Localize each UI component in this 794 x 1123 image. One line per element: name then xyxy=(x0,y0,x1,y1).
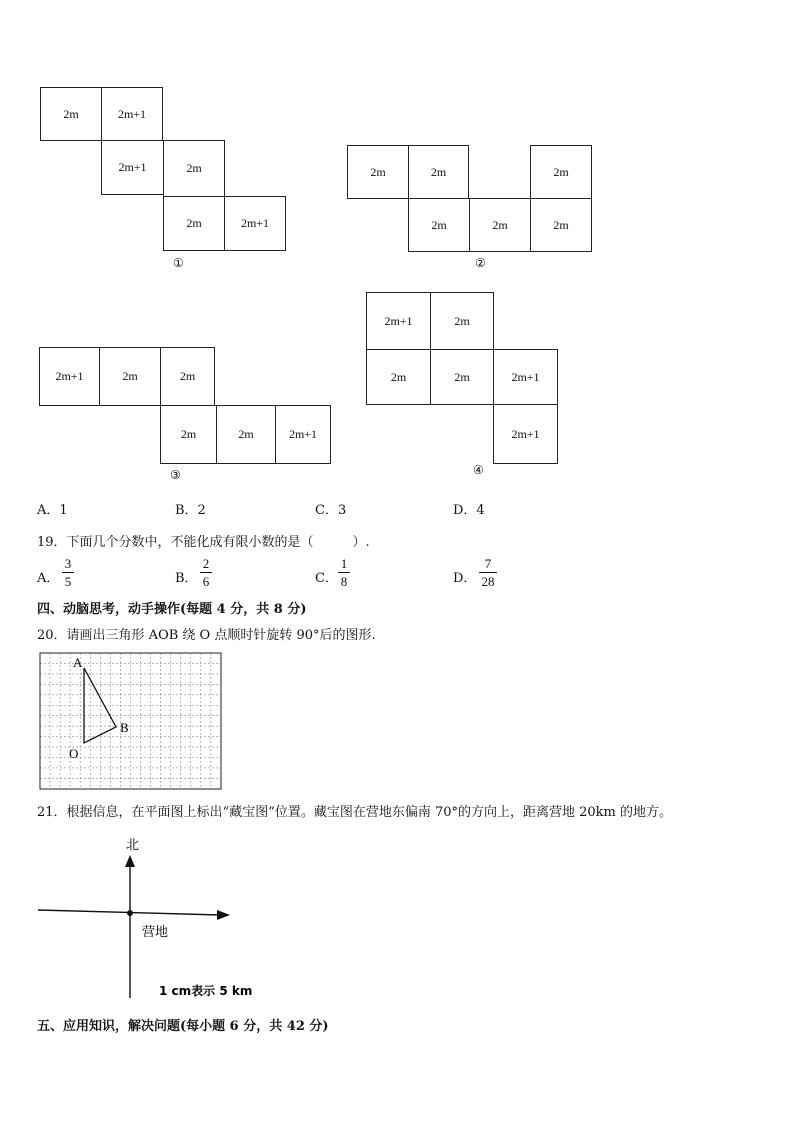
north-arrow-icon xyxy=(125,855,135,867)
net-cell: 2m xyxy=(530,145,592,199)
east-arrow-icon xyxy=(217,910,230,920)
numerator: 1 xyxy=(340,556,348,571)
q18-option-b[interactable]: B．2 xyxy=(175,503,206,518)
grid-lines xyxy=(40,653,221,789)
fraction xyxy=(200,556,212,589)
net-cell: 2m xyxy=(347,145,409,199)
numerator: 7 xyxy=(484,556,492,571)
net-cell: 2m+1 xyxy=(275,405,331,464)
net-cell: 2m+1 xyxy=(101,140,164,195)
q20-stem: 20．请画出三角形 AOB 绕 O 点顺时针旋转 90°后的图形. xyxy=(37,628,376,643)
net-cell: 2m xyxy=(366,349,431,405)
rotation-grid-figure[interactable] xyxy=(39,651,223,791)
q18-option-c[interactable]: C．3 xyxy=(315,503,347,518)
net-cell: 2m+1 xyxy=(224,196,286,251)
net-cell: 2m+1 xyxy=(493,349,558,405)
denominator: 28 xyxy=(481,574,495,589)
point-a-label: A xyxy=(73,655,83,670)
q21-stem: 21．根据信息，在平面图上标出“藏宝图”位置。藏宝图在营地东偏南 70°的方向上，距离营地 20km 的地方。 xyxy=(37,805,673,820)
numerator: 2 xyxy=(202,556,210,571)
figure-label: ④ xyxy=(473,463,484,477)
net-cell: 2m xyxy=(408,198,470,252)
figure-label: ② xyxy=(475,256,486,270)
net-cell: 2m xyxy=(163,196,225,251)
net-cell: 2m xyxy=(99,347,161,406)
q19-stem: 19．下面几个分数中，不能化成有限小数的是（ ）. xyxy=(37,535,370,550)
net-cell: 2m+1 xyxy=(39,347,100,406)
fraction xyxy=(479,556,497,589)
net-cell: 2m xyxy=(430,349,494,405)
net-cell: 2m xyxy=(469,198,531,252)
point-b-label: B xyxy=(120,720,129,735)
fraction xyxy=(62,556,74,589)
fraction xyxy=(338,556,350,589)
net-cell: 2m xyxy=(160,347,215,406)
figure-label: ① xyxy=(173,256,184,270)
denominator: 8 xyxy=(340,574,348,589)
figure-label: ③ xyxy=(170,468,181,482)
section-4-title: 四、动脑思考，动手操作(每题 4 分，共 8 分) xyxy=(37,602,307,617)
north-label: 北 xyxy=(126,838,140,853)
net-cell: 2m xyxy=(163,140,225,197)
option-prefix: D． xyxy=(453,571,477,586)
net-cell: 2m xyxy=(408,145,469,199)
denominator: 6 xyxy=(202,574,210,589)
q18-option-d[interactable]: D．4 xyxy=(453,503,485,518)
section-5-title: 五、应用知识，解决问题(每小题 6 分，共 42 分) xyxy=(37,1019,329,1034)
compass-map[interactable] xyxy=(35,833,255,1003)
net-cell: 2m xyxy=(40,87,102,141)
option-prefix: B． xyxy=(175,571,198,586)
denominator: 5 xyxy=(64,574,72,589)
net-cell: 2m xyxy=(530,198,592,252)
net-cell: 2m xyxy=(160,405,217,464)
q18-option-a[interactable]: A．1 xyxy=(37,503,68,518)
net-cell: 2m+1 xyxy=(101,87,163,141)
point-o-label: O xyxy=(69,746,79,761)
net-cell: 2m+1 xyxy=(366,292,431,350)
numerator: 3 xyxy=(64,556,72,571)
camp-label: 营地 xyxy=(142,925,169,940)
net-cell: 2m xyxy=(430,292,494,350)
net-cell: 2m+1 xyxy=(493,404,558,464)
camp-point xyxy=(127,910,133,916)
net-cell: 2m xyxy=(216,405,276,464)
option-prefix: A． xyxy=(37,571,60,586)
option-prefix: C． xyxy=(315,571,338,586)
scale-label: 1 cm表示 5 km xyxy=(159,984,253,998)
